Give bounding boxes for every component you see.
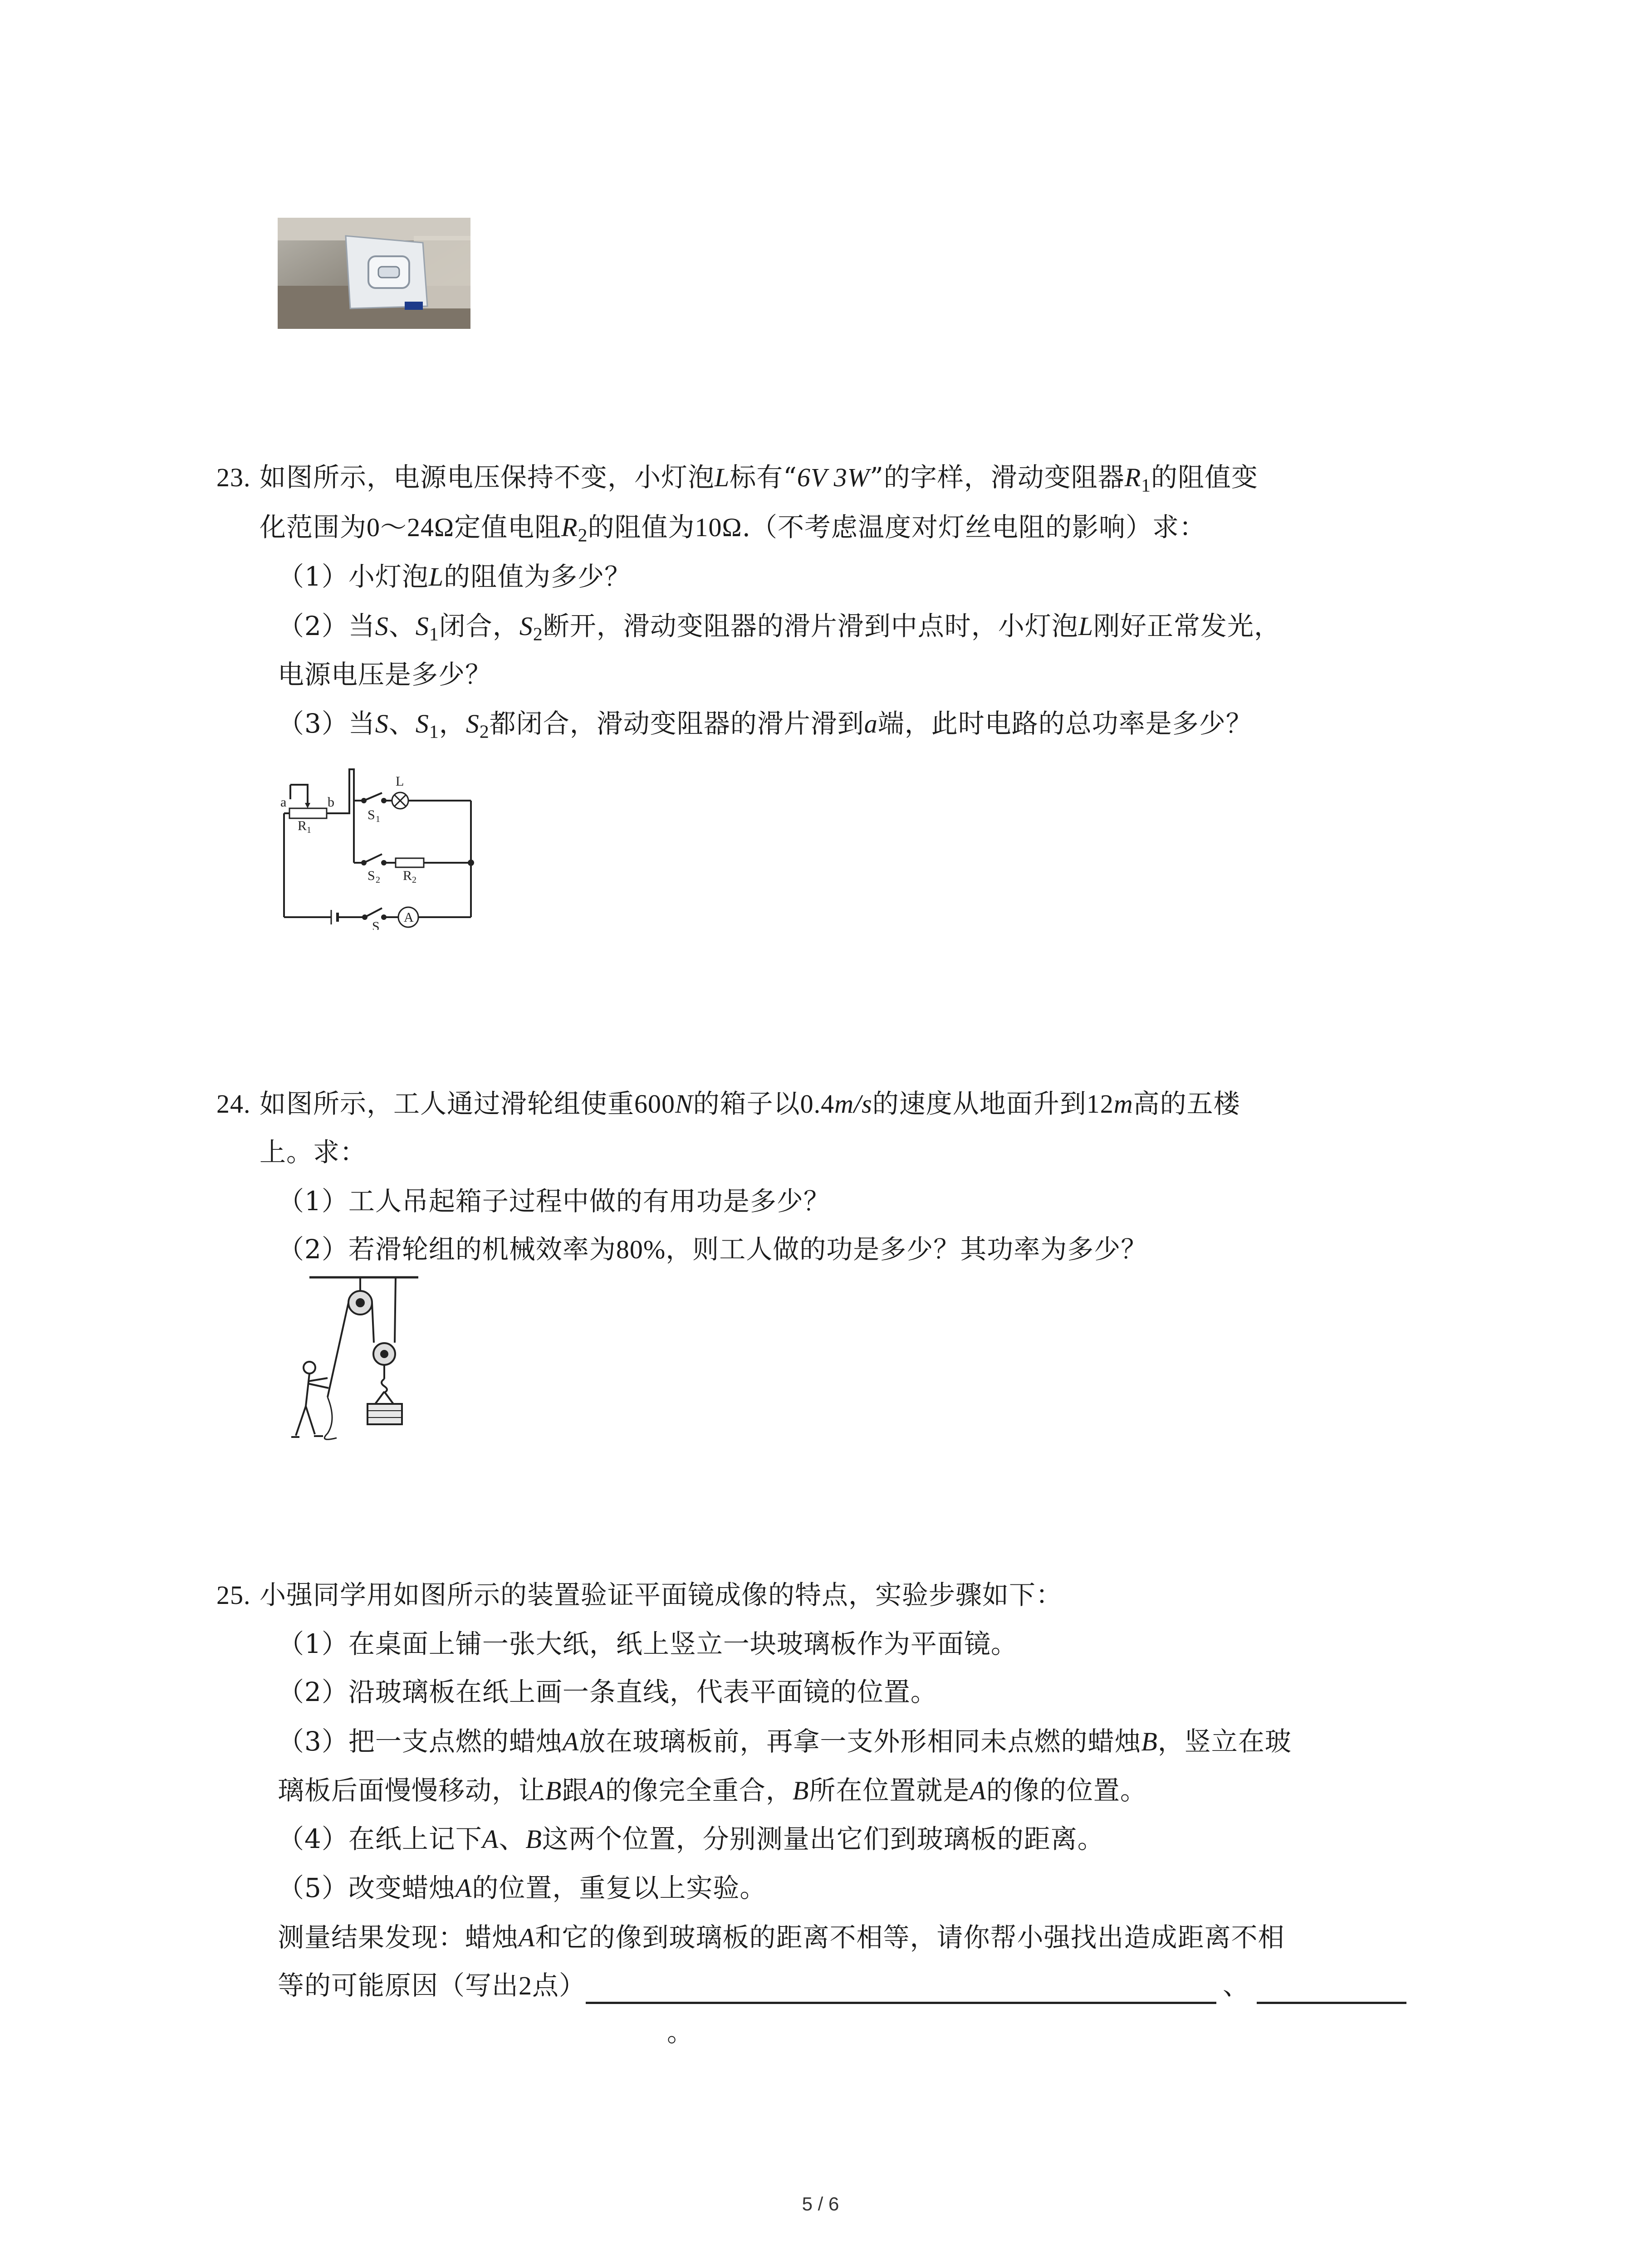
q25-step2: （2）沿玻璃板在纸上画一条直线，代表平面镜的位置。: [278, 1677, 937, 1707]
label-r1: R: [298, 818, 307, 833]
q25-step3: （3）把一支点燃的蜡烛A放在玻璃板前，再拿一支外形相同未点燃的蜡烛B，竖立在玻: [278, 1726, 1292, 1757]
page-number: 5 / 6: [802, 2193, 839, 2214]
question-number: 23.: [216, 463, 251, 492]
label-b: b: [328, 795, 334, 810]
label-s1: S: [367, 807, 375, 822]
q23-part3: （3）当S、$S_1$，$S_2$都闭合，滑动变阻器的滑片滑到a端，此时电路的总功率是多少？: [278, 708, 1253, 743]
label-r1-sub: 1: [307, 825, 311, 835]
circuit-diagram: [277, 767, 485, 930]
label-lamp: L: [396, 774, 404, 789]
q25-step5: （5）改变蜡烛A的位置，重复以上实验。: [278, 1872, 767, 1903]
q25-step1: （1）在桌面上铺一张大纸，纸上竖立一块玻璃板作为平面镜。: [278, 1628, 1018, 1659]
q25-step4: （4）在纸上记下A、B这两个位置，分别测量出它们到玻璃板的距离。: [278, 1823, 1104, 1854]
q24-line1: 24. 如图所示，工人通过滑轮组使重600N的箱子以0.4m/s的速度从地面升到12m高的五楼: [216, 1088, 1240, 1119]
q25-result-line2: 等的可能原因（写出2点） 、: [278, 1967, 1406, 2004]
q23-part1: （1）小灯泡L的阻值为多少？: [278, 561, 632, 592]
pulley-worker-illustration: [278, 1275, 432, 1445]
switch-panel-photo: [278, 218, 470, 329]
q25-step3-line2: 璃板后面慢慢移动，让B跟A的像完全重合，B所在位置就是A的像的位置。: [278, 1775, 1147, 1806]
q23-line2: 化范围为0～24Ω定值电阻$R_2$的阻值为10Ω.（不考虑温度对灯丝电阻的影响）求：: [260, 512, 1206, 546]
answer-blank-2[interactable]: [1257, 1973, 1406, 2004]
label-s2: S: [367, 868, 375, 883]
q25-line1: 25. 小强同学用如图所示的装置验证平面镜成像的特点，实验步骤如下：: [216, 1579, 1063, 1610]
q23-line1: 23. 如图所示，电源电压保持不变，小灯泡L标有“6V 3W”的字样，滑动变阻器$R_1$的阻值变: [216, 462, 1259, 496]
label-r2: R: [403, 868, 412, 883]
label-s2-sub: 2: [376, 875, 380, 885]
label-r2-sub: 2: [412, 875, 416, 885]
q25-result-line1: 测量结果发现：蜡烛A和它的像到玻璃板的距离不相等，请你帮小强找出造成距离不相: [278, 1922, 1285, 1953]
q24-part1: （1）工人吊起箱子过程中做的有用功是多少？: [278, 1186, 830, 1217]
label-ammeter: A: [404, 910, 414, 925]
q25-result-line3: 。: [667, 2017, 694, 2048]
q23-part2-line2: 电源电压是多少？: [278, 659, 492, 690]
q24-part2: （2）若滑轮组的机械效率为80%，则工人做的功是多少？其功率为多少？: [278, 1234, 1148, 1265]
label-s1-sub: 1: [376, 814, 380, 824]
q23-part2: （2）当S、$S_1$闭合，$S_2$断开，滑动变阻器的滑片滑到中点时，小灯泡L刚好正常发光，: [278, 611, 1281, 645]
label-s: S: [372, 919, 380, 930]
q24-line2: 上。求：: [260, 1137, 367, 1168]
question-number: 24.: [216, 1089, 251, 1119]
label-a: a: [280, 795, 287, 810]
answer-blank-1[interactable]: [586, 1973, 1216, 2004]
question-number: 25.: [216, 1580, 251, 1610]
